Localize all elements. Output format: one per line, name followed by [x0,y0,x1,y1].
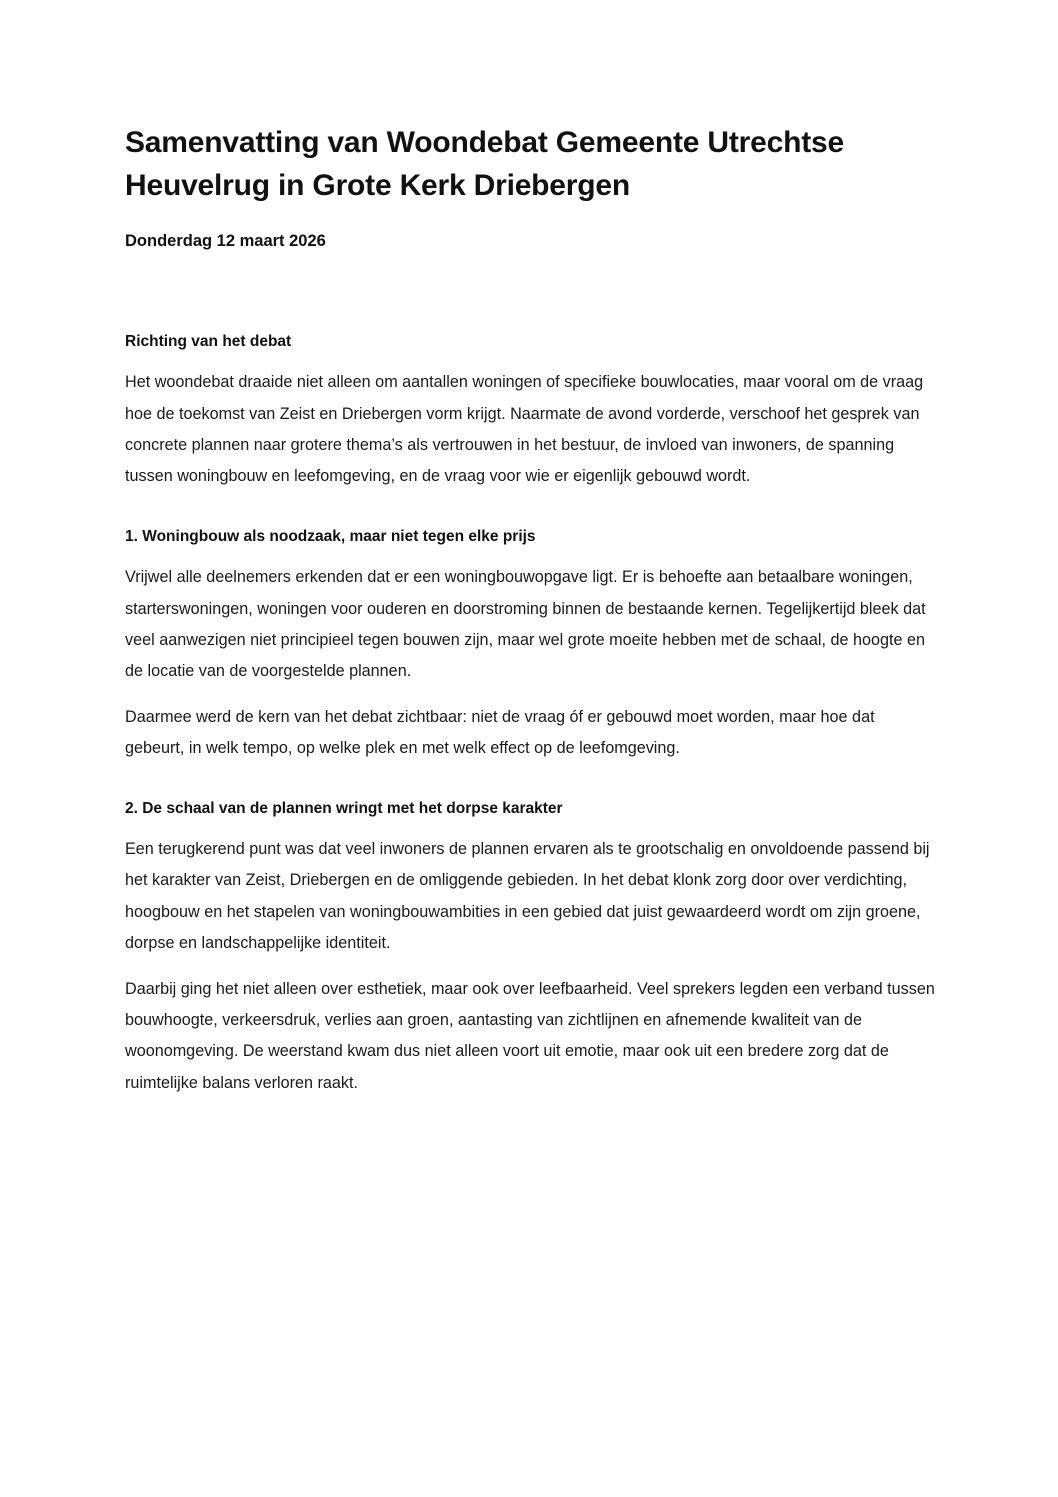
section-heading: 1. Woningbouw als noodzaak, maar niet tegen elke prijs [125,527,536,545]
section-heading: 2. De schaal van de plannen wringt met het dorpse karakter [125,799,563,817]
document-date-subtitle: Donderdag 12 maart 2026 [125,232,326,251]
section-heading: Richting van het debat [125,332,292,350]
section-paragraph: Daarmee werd de kern van het debat zichtbaar: niet de vraag óf er gebouwd moet worden, maar hoe dat gebeurt, in welk tempo, op welke plek en met welk effect op de leefomgeving. [125,707,875,758]
section-paragraph: Een terugkerend punt was dat veel inwoners de plannen ervaren als te grootschalig en onvoldoende passend bij het karakter van Zeist, Driebergen en de omliggende gebieden. In het debat klonk zorg door over verdichting, hoogbouw en het stapelen van woningbouwambities in een gebied dat juist gewaardeerd wordt om zijn groene, dorpse en landschappelijke identiteit. [125,839,930,953]
section-paragraph: Daarbij ging het niet alleen over esthetiek, maar ook over leefbaarheid. Veel sprekers legden een verband tussen bouwhoogte, verkeersdruk, verlies aan groen, aantasting van zichtlijnen en afnemende kwaliteit van de woonomgeving. De weerstand kwam dus niet alleen voort uit emotie, maar ook uit een bredere zorg dat de ruimtelijke balans verloren raakt. [125,979,935,1092]
document-section [125,765,937,1100]
section-paragraph: Vrijwel alle deelnemers erkenden dat er een woningbouwopgave ligt. Er is behoefte aan betaalbare woningen, starterswoningen, woningen voor ouderen en doorstroming binnen de bestaande kernen. Tegelijkertijd bleek dat veel aanwezigen niet principieel tegen bouwen zijn, maar wel grote moeite hebben met de schaal, de hoogte en de locatie van de voorgestelde plannen. [125,568,926,681]
document-content [125,0,937,1099]
section-paragraph: Het woondebat draaide niet alleen om aantallen woningen of specifieke bouwlocaties, maar vooral om de vraag hoe de toekomst van Zeist en Driebergen vorm krijgt. Naarmate de avond vorderde, verschoof het gesprek van concrete plannen naar grotere thema’s als vertrouwen in het bestuur, de invloed van inwoners, de spanning tussen woningbouw en leefomgeving, en de vraag voor wie er eigenlijk gebouwd wordt. [125,373,924,486]
document-section [125,254,937,493]
document-section [125,493,937,765]
page-title: Samenvatting van Woondebat Gemeente Utrechtse Heuvelrug in Grote Kerk Driebergen [125,126,844,202]
